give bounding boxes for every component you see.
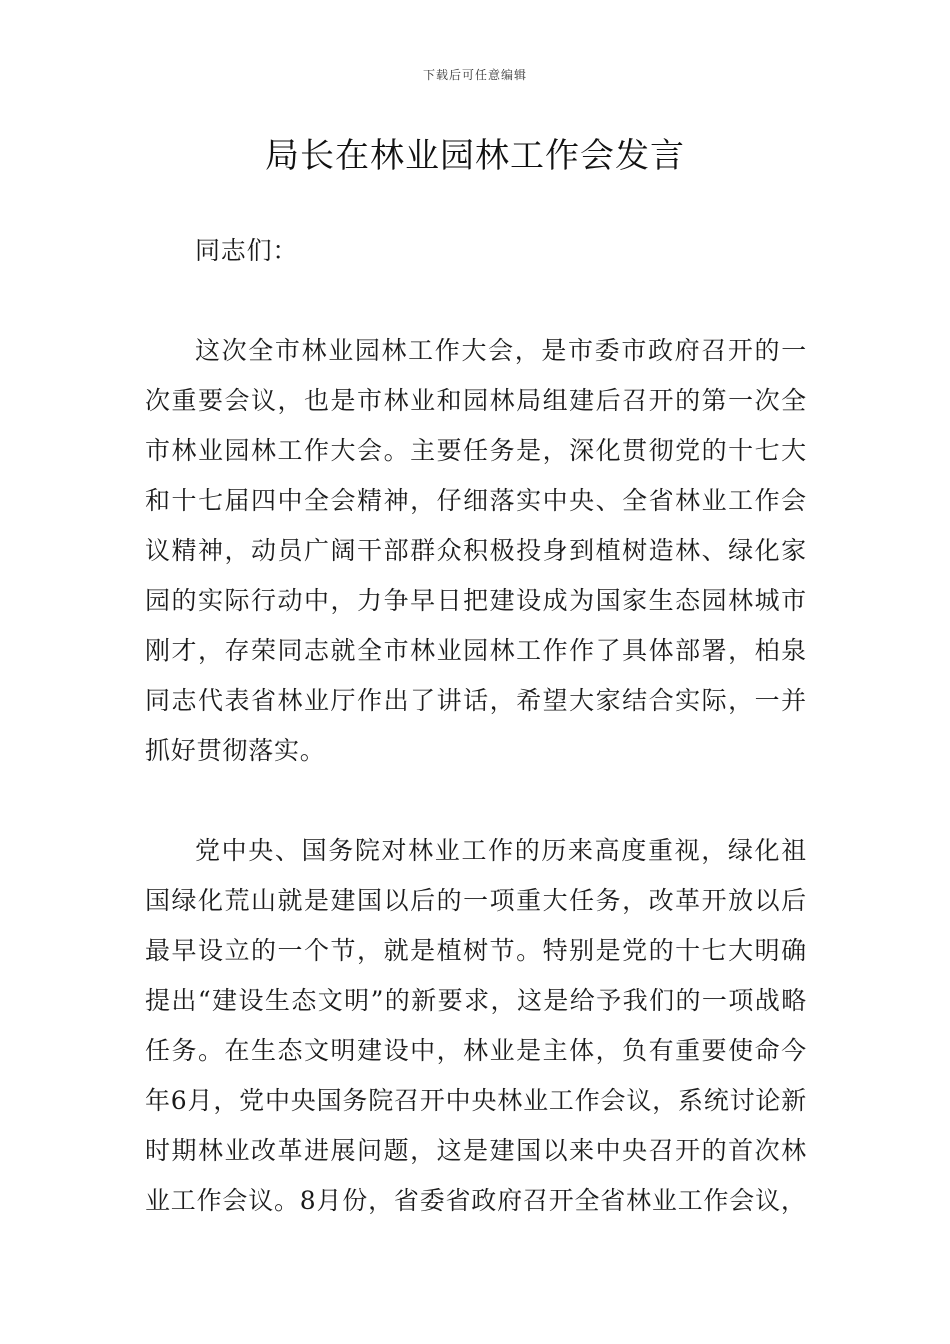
salutation: 同志们：: [195, 236, 299, 265]
document-title: 局长在林业园林工作会发言: [265, 136, 685, 176]
paragraph-2: 党中央、国务院对林业工作的历来高度重视，绿化祖国绿化荒山就是建国以后的一项重大任务，改革开放以后最早设立的一个节，就是植树节。特别是党的十七大明确提出“建设生态文明”的新要求，这是给予我们的一项战略任务。在生态文明建设中，林业是主体，负有重要使命今年6月，党中央国务院召开中央林业工作会议，系统讨论新时期林业改革进展问题，这是建国以来中央召开的首次林业工作会议。8月份，省委省政府召开全省林业工作会议，: [145, 836, 807, 1215]
document-body: [145, 226, 807, 1276]
paragraph-1: 这次全市林业园林工作大会，是市委市政府召开的一次重要会议，也是市林业和园林局组建后召开的第一次全市林业园林工作大会。主要任务是，深化贯彻党的十七大和十七届四中全会精神，仔细落实中央、全省林业工作会议精神，动员广阔干部群众积极投身到植树造林、绿化家园的实际行动中，力争早日把建设成为国家生态园林城市刚才，存荣同志就全市林业园林工作作了具体部署，柏泉同志代表省林业厅作出了讲话，希望大家结合实际，一并抓好贯彻落实。: [145, 336, 807, 765]
page-header-note: 下载后可任意编辑: [422, 68, 527, 82]
